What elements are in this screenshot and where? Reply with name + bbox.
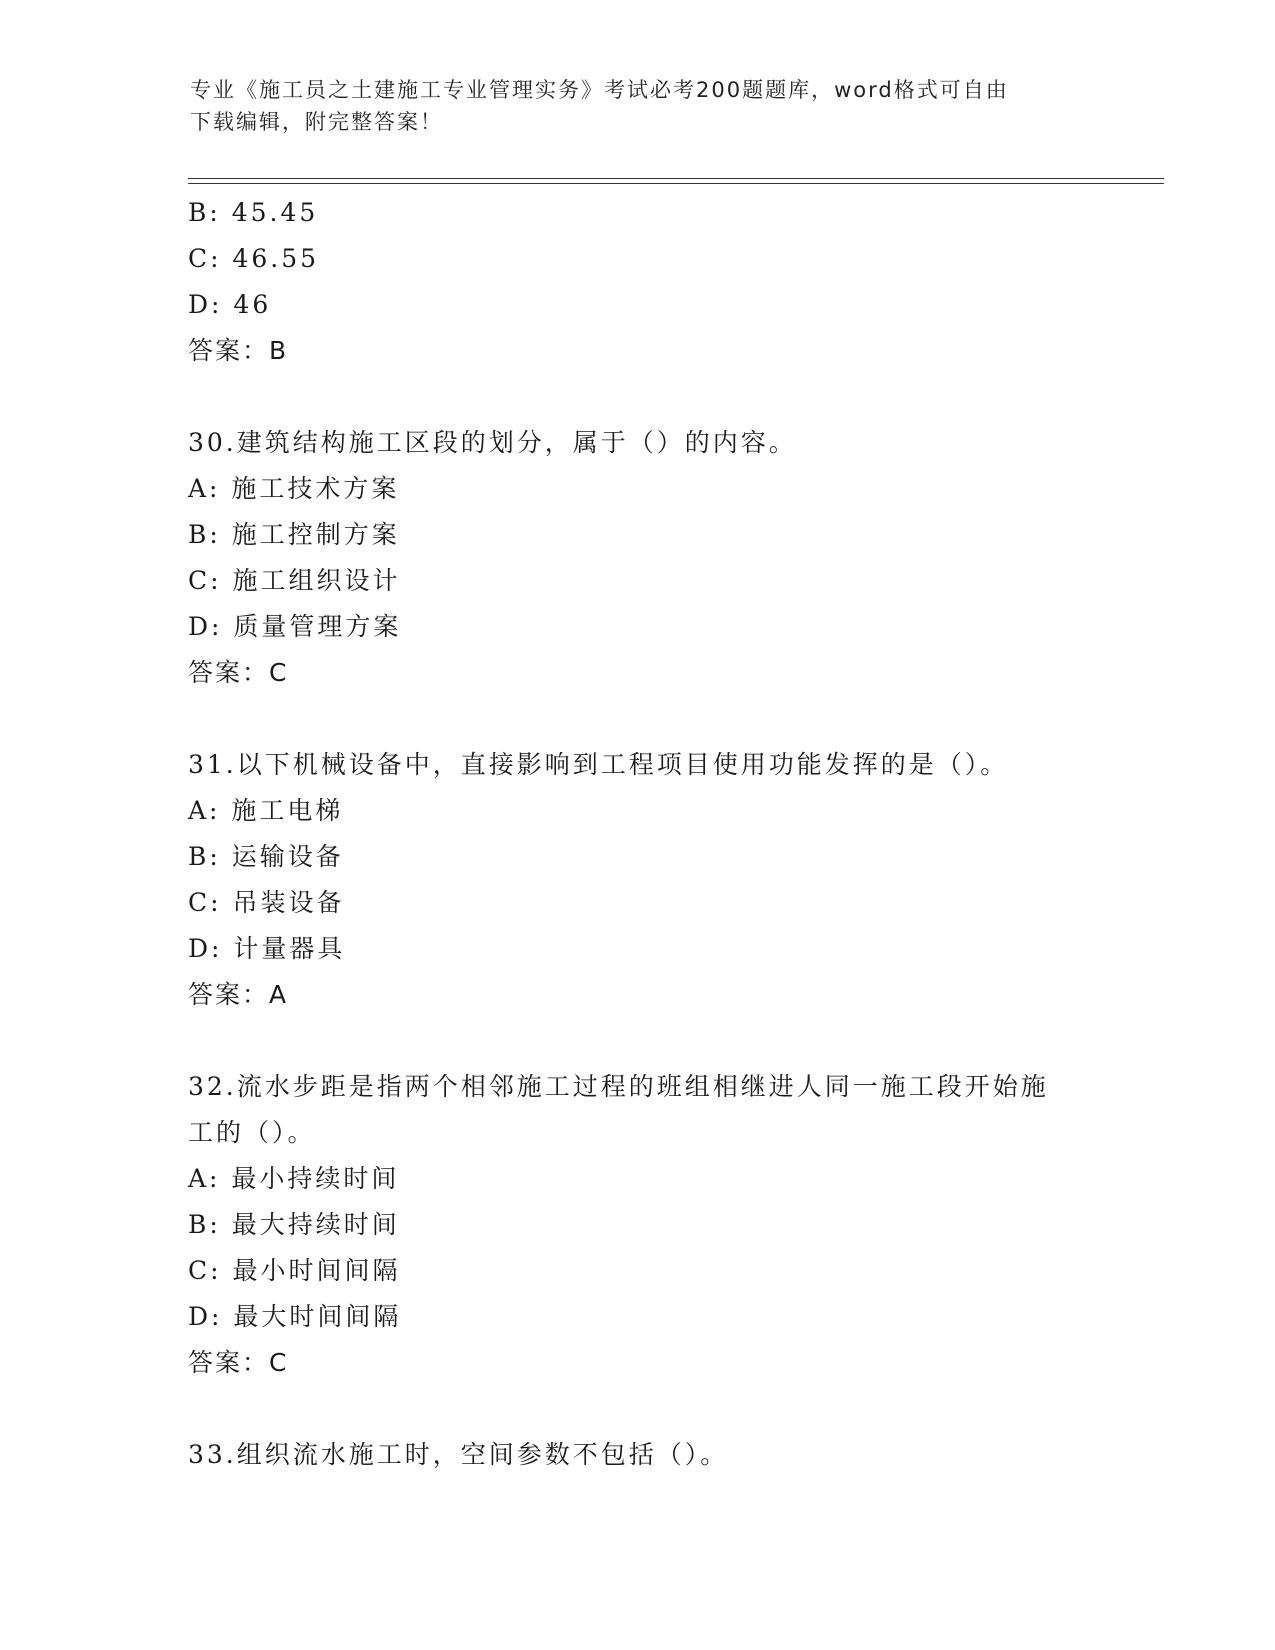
question-stem: 30.建筑结构施工区段的划分，属于（）的内容。 [188, 428, 797, 457]
question-stem-line-2: 工的（）。 [188, 1118, 316, 1147]
answer-line: 答案：C [188, 1348, 289, 1377]
question-31 [188, 742, 1088, 1018]
question-list [188, 190, 1088, 1478]
document-header [190, 74, 1090, 138]
option-c: C: 施工组织设计 [188, 566, 401, 595]
option-c: C: 最小时间间隔 [188, 1256, 401, 1285]
option-b: B: 45.45 [188, 198, 319, 227]
option-b: B: 运输设备 [188, 842, 344, 871]
question-30 [188, 420, 1088, 696]
question-stem: 31.以下机械设备中，直接影响到工程项目使用功能发挥的是（）。 [188, 750, 1009, 779]
option-d: D: 最大时间间隔 [188, 1302, 402, 1331]
option-c: C: 46.55 [188, 244, 320, 273]
question-32 [188, 1064, 1088, 1386]
question-stem-line-1: 32.流水步距是指两个相邻施工过程的班组相继进人同一施工段开始施 [188, 1072, 1049, 1101]
option-d: D: 计量器具 [188, 934, 346, 963]
question-29-continued [188, 190, 1088, 374]
option-d: D: 46 [188, 290, 272, 319]
question-33 [188, 1432, 1088, 1478]
option-a: A: 施工电梯 [188, 796, 344, 825]
answer-line: 答案：C [188, 658, 289, 687]
option-a: A: 施工技术方案 [188, 474, 400, 503]
header-divider-top [188, 178, 1164, 179]
header-line-1: 专业《施工员之土建施工专业管理实务》考试必考200题题库，word格式可自由 [190, 78, 1009, 102]
answer-line: 答案：B [188, 336, 289, 365]
option-b: B: 施工控制方案 [188, 520, 400, 549]
option-c: C: 吊装设备 [188, 888, 345, 917]
header-divider-bottom [188, 183, 1164, 184]
option-d: D: 质量管理方案 [188, 612, 402, 641]
option-b: B: 最大持续时间 [188, 1210, 400, 1239]
option-a: A: 最小持续时间 [188, 1164, 400, 1193]
header-line-2: 下载编辑，附完整答案！ [190, 110, 443, 134]
question-stem: 33.组织流水施工时，空间参数不包括（）。 [188, 1440, 729, 1469]
answer-line: 答案：A [188, 980, 289, 1009]
